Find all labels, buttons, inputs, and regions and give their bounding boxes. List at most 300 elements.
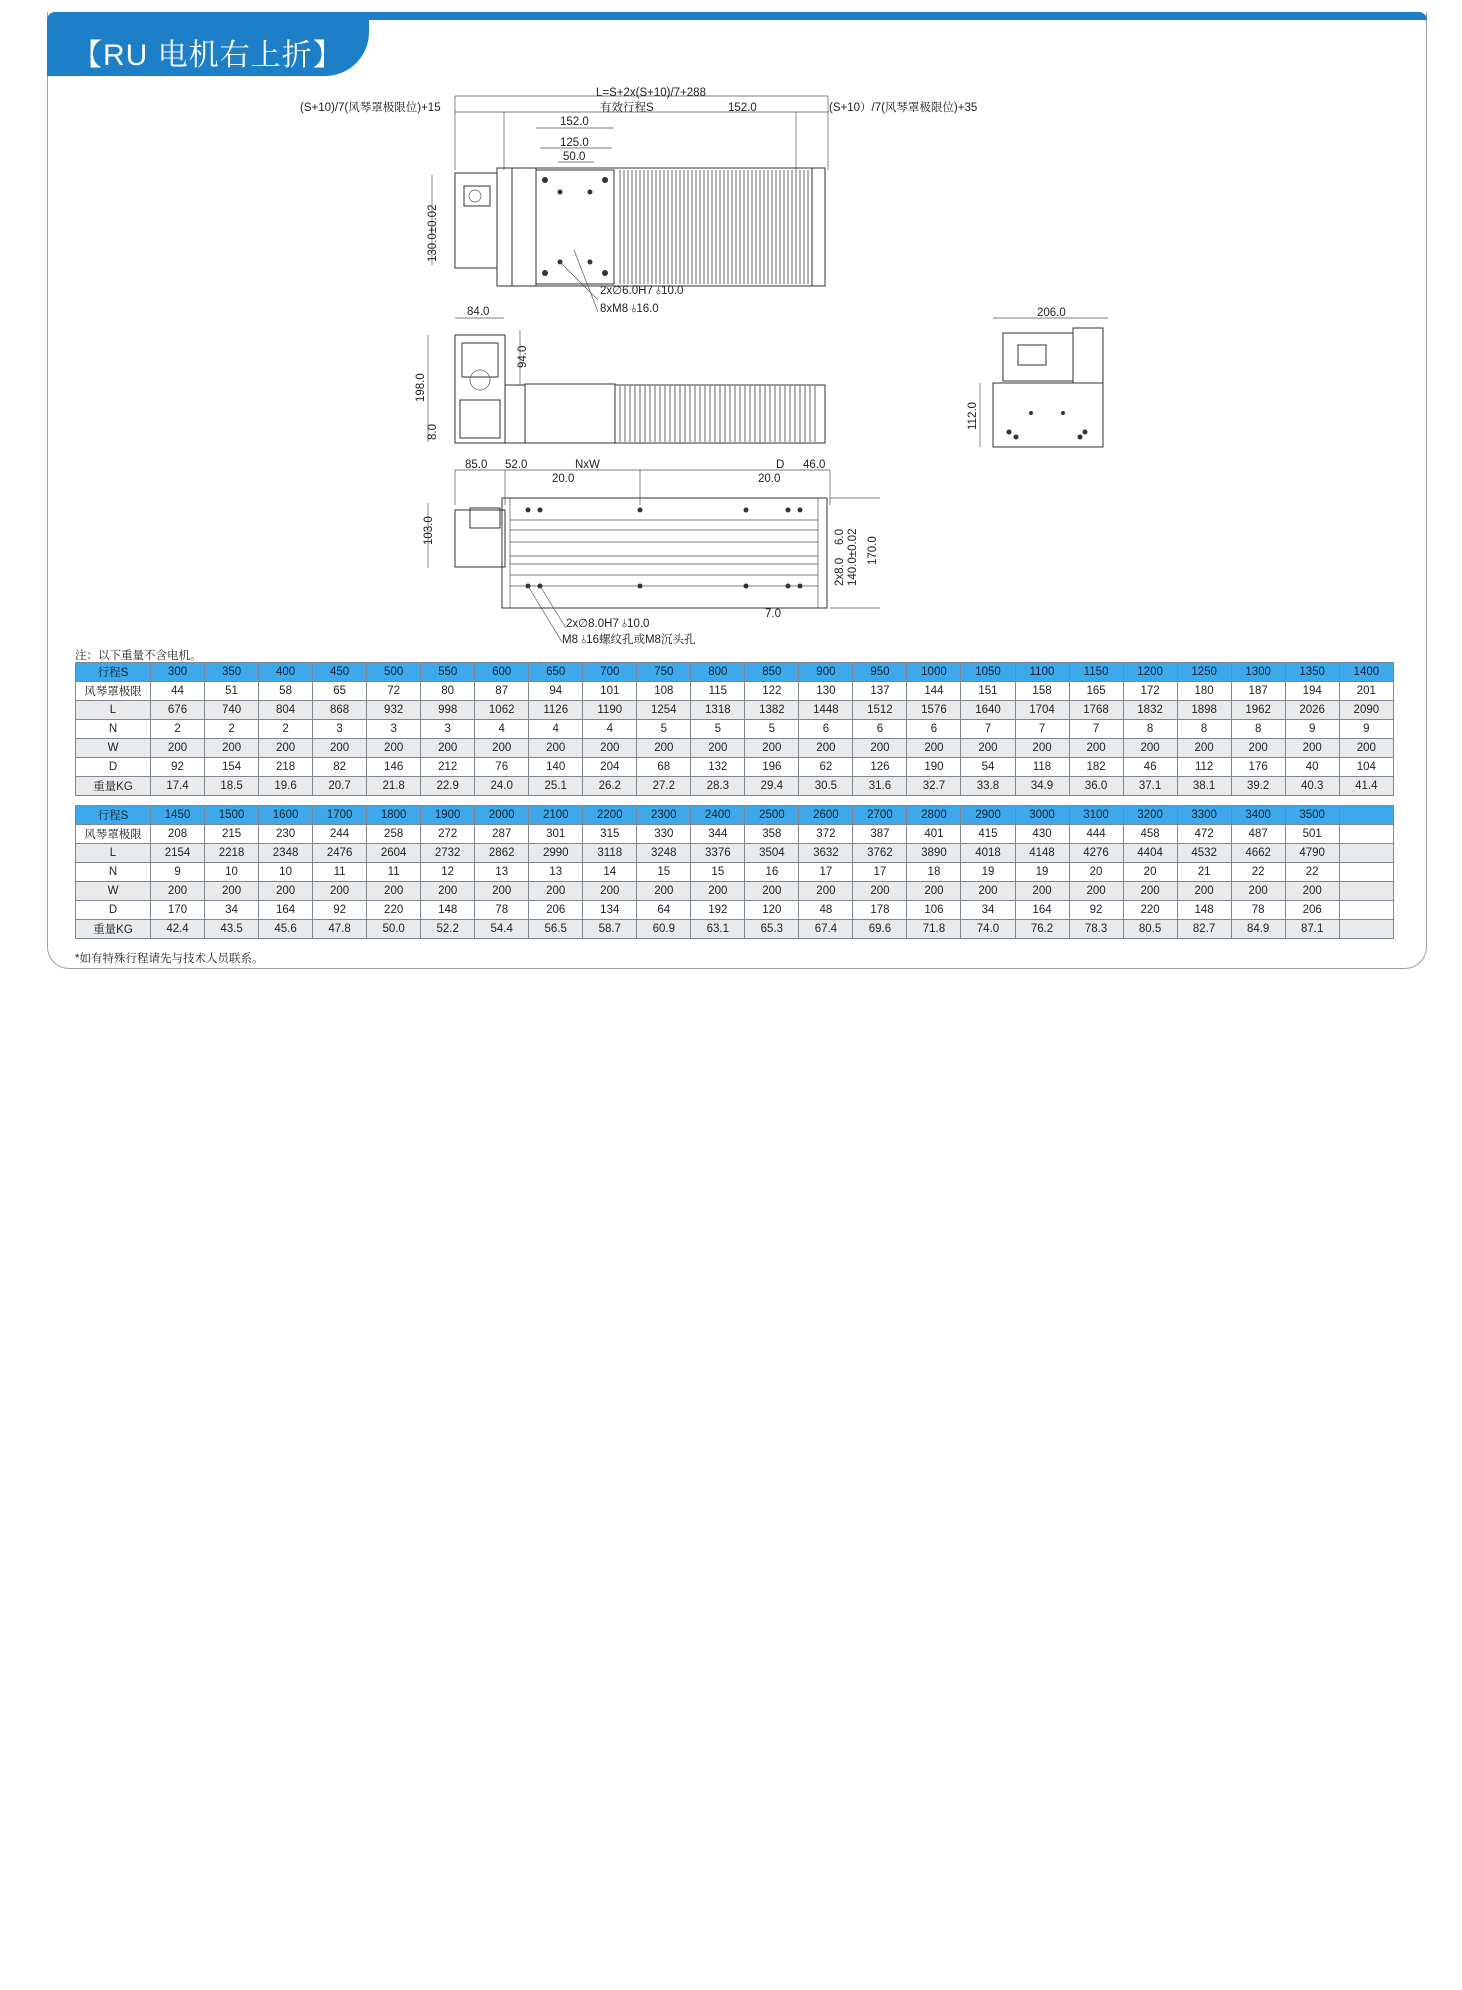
table-cell: 9 <box>151 863 205 882</box>
dim-50: 50.0 <box>563 151 586 163</box>
table-cell: 220 <box>367 901 421 920</box>
table-cell: 6 <box>799 720 853 739</box>
table-cell: 230 <box>259 825 313 844</box>
table-cell: 50.0 <box>367 920 421 939</box>
table-cell: 208 <box>151 825 205 844</box>
dim-170: 170.0 <box>867 536 879 565</box>
table-cell: 3300 <box>1177 806 1231 825</box>
table-cell: 330 <box>637 825 691 844</box>
table-cell: 68 <box>637 758 691 777</box>
table-cell: 244 <box>313 825 367 844</box>
table-cell: 200 <box>1069 739 1123 758</box>
table-cell: 200 <box>907 882 961 901</box>
table-cell: 94 <box>529 682 583 701</box>
table-cell: 4790 <box>1285 844 1339 863</box>
hole-note-1: 2x∅6.0H7 ⫰10.0 <box>600 285 684 297</box>
table-cell: 740 <box>205 701 259 720</box>
row-label: D <box>76 901 151 920</box>
table-cell: 2500 <box>745 806 799 825</box>
dim-206: 206.0 <box>1037 307 1066 319</box>
table-cell: 151 <box>961 682 1015 701</box>
table-cell: 14 <box>583 863 637 882</box>
dim-overall-length: L=S+2x(S+10)/7+288 <box>596 87 706 99</box>
table-cell: 11 <box>367 863 421 882</box>
table-cell: 31.6 <box>853 777 907 796</box>
table-row <box>76 663 1394 682</box>
table-cell <box>1339 920 1393 939</box>
table-cell: 1190 <box>583 701 637 720</box>
table-cell: 220 <box>1123 901 1177 920</box>
table-cell: 2348 <box>259 844 313 863</box>
table-cell: 58.7 <box>583 920 637 939</box>
table-row <box>76 758 1394 777</box>
table-cell: 4 <box>475 720 529 739</box>
table-cell: 1350 <box>1285 663 1339 682</box>
table-cell: 3 <box>313 720 367 739</box>
end-view <box>967 307 1108 447</box>
table-cell: 132 <box>691 758 745 777</box>
table-cell: 4 <box>583 720 637 739</box>
dim-85: 85.0 <box>465 459 488 471</box>
table-cell: 2604 <box>367 844 421 863</box>
table-cell: 17 <box>799 863 853 882</box>
table-cell: 144 <box>907 682 961 701</box>
table-cell: 54.4 <box>475 920 529 939</box>
table-cell: 17.4 <box>151 777 205 796</box>
table-cell: 63.1 <box>691 920 745 939</box>
table-cell: 487 <box>1231 825 1285 844</box>
table-cell: 60.9 <box>637 920 691 939</box>
table-cell: 900 <box>799 663 853 682</box>
table-cell: 200 <box>1015 882 1069 901</box>
table-cell: 444 <box>1069 825 1123 844</box>
dim-7: 7.0 <box>765 608 781 620</box>
table-cell: 200 <box>1231 739 1285 758</box>
table-cell: 400 <box>259 663 313 682</box>
table-cell: 998 <box>421 701 475 720</box>
table-cell: 200 <box>475 882 529 901</box>
table-cell: 3500 <box>1285 806 1339 825</box>
table-cell: 172 <box>1123 682 1177 701</box>
row-label: 重量KG <box>76 920 151 939</box>
table-cell: 3632 <box>799 844 853 863</box>
dim-84: 84.0 <box>467 306 490 318</box>
table-cell: 45.6 <box>259 920 313 939</box>
table-cell: 3248 <box>637 844 691 863</box>
table-cell: 215 <box>205 825 259 844</box>
table-cell: 2600 <box>799 806 853 825</box>
dim-20-right: 20.0 <box>758 473 781 485</box>
table-cell: 200 <box>1231 882 1285 901</box>
table-cell: 315 <box>583 825 637 844</box>
table-cell: 200 <box>637 882 691 901</box>
table-cell: 1700 <box>313 806 367 825</box>
table-cell: 3200 <box>1123 806 1177 825</box>
dim-112: 112.0 <box>967 402 979 430</box>
table-cell: 600 <box>475 663 529 682</box>
table-cell: 200 <box>691 882 745 901</box>
dim-103: 103.0 <box>423 516 435 545</box>
table-row <box>76 920 1394 939</box>
table-cell: 194 <box>1285 682 1339 701</box>
spec-table-2 <box>75 805 1394 939</box>
table-cell: 2154 <box>151 844 205 863</box>
table-cell: 41.4 <box>1339 777 1393 796</box>
table-cell: 450 <box>313 663 367 682</box>
table-cell: 200 <box>313 739 367 758</box>
table-cell: 92 <box>151 758 205 777</box>
table-cell: 200 <box>637 739 691 758</box>
dim-46: 46.0 <box>803 459 826 471</box>
row-label: 风琴罩极限 <box>76 682 151 701</box>
table-cell: 200 <box>1123 882 1177 901</box>
table-cell: 272 <box>421 825 475 844</box>
table-cell: 19 <box>1015 863 1069 882</box>
table-cell: 3 <box>367 720 421 739</box>
table-cell: 430 <box>1015 825 1069 844</box>
table-cell: 44 <box>151 682 205 701</box>
table-cell: 3504 <box>745 844 799 863</box>
dim-d: D <box>776 459 785 471</box>
table-cell: 200 <box>259 882 313 901</box>
dim-94: 94.0 <box>517 345 529 368</box>
weight-note: 注：以下重量不含电机。 <box>75 650 202 662</box>
table-cell: 6 <box>907 720 961 739</box>
table-cell: 32.7 <box>907 777 961 796</box>
table-cell: 80.5 <box>1123 920 1177 939</box>
table-cell: 1576 <box>907 701 961 720</box>
table-cell: 118 <box>1015 758 1069 777</box>
table-cell: 82 <box>313 758 367 777</box>
table-cell: 200 <box>1285 882 1339 901</box>
table-cell: 106 <box>907 901 961 920</box>
table-cell: 1254 <box>637 701 691 720</box>
table-cell: 2000 <box>475 806 529 825</box>
row-label: D <box>76 758 151 777</box>
table-cell: 148 <box>421 901 475 920</box>
table-cell: 76 <box>475 758 529 777</box>
table-cell: 2900 <box>961 806 1015 825</box>
table-cell: 1640 <box>961 701 1015 720</box>
table-cell: 71.8 <box>907 920 961 939</box>
table-cell: 9 <box>1339 720 1393 739</box>
table-cell: 112 <box>1177 758 1231 777</box>
table-cell: 868 <box>313 701 367 720</box>
table-cell: 26.2 <box>583 777 637 796</box>
table-cell: 200 <box>799 739 853 758</box>
table-cell: 850 <box>745 663 799 682</box>
table-cell: 20.7 <box>313 777 367 796</box>
table-cell: 200 <box>745 882 799 901</box>
table-cell: 48 <box>799 901 853 920</box>
table-cell: 1250 <box>1177 663 1231 682</box>
table-cell: 46 <box>1123 758 1177 777</box>
table-cell: 3118 <box>583 844 637 863</box>
table-cell: 1382 <box>745 701 799 720</box>
table-cell: 1150 <box>1069 663 1123 682</box>
dim-nxw: NxW <box>575 459 600 471</box>
row-label: W <box>76 739 151 758</box>
table-cell: 20 <box>1069 863 1123 882</box>
table-row <box>76 863 1394 882</box>
table-cell: 415 <box>961 825 1015 844</box>
table-cell: 200 <box>691 739 745 758</box>
table-cell: 82.7 <box>1177 920 1231 939</box>
page-title: 【RU 电机右上折】 <box>72 39 344 72</box>
table-cell: 65 <box>313 682 367 701</box>
table-cell: 4662 <box>1231 844 1285 863</box>
table-cell: 8 <box>1177 720 1231 739</box>
table-cell: 58 <box>259 682 313 701</box>
table-cell: 300 <box>151 663 205 682</box>
table-cell: 201 <box>1339 682 1393 701</box>
table-cell: 27.2 <box>637 777 691 796</box>
side-view <box>415 306 825 443</box>
table-cell: 20 <box>1123 863 1177 882</box>
special-stroke-note: *如有特殊行程请先与技术人员联系。 <box>75 953 264 965</box>
table-cell: 2700 <box>853 806 907 825</box>
table-row <box>76 777 1394 796</box>
table-cell: 200 <box>745 739 799 758</box>
table-cell: 56.5 <box>529 920 583 939</box>
table-cell: 29.4 <box>745 777 799 796</box>
table-cell: 200 <box>421 739 475 758</box>
table-cell: 2200 <box>583 806 637 825</box>
table-cell: 170 <box>151 901 205 920</box>
table-cell: 1898 <box>1177 701 1231 720</box>
table-cell: 15 <box>691 863 745 882</box>
table-cell: 2090 <box>1339 701 1393 720</box>
table-cell: 4 <box>529 720 583 739</box>
table-cell: 3376 <box>691 844 745 863</box>
table-cell: 18.5 <box>205 777 259 796</box>
table-cell: 1512 <box>853 701 907 720</box>
table-cell: 200 <box>367 739 421 758</box>
table-cell: 165 <box>1069 682 1123 701</box>
table-cell: 72 <box>367 682 421 701</box>
table-cell: 2990 <box>529 844 583 863</box>
table-cell: 126 <box>853 758 907 777</box>
table-cell: 9 <box>1285 720 1339 739</box>
technical-drawing <box>0 0 1462 660</box>
table-cell: 148 <box>1177 901 1231 920</box>
table-cell: 358 <box>745 825 799 844</box>
table-cell: 16 <box>745 863 799 882</box>
table-cell: 122 <box>745 682 799 701</box>
table-cell: 3890 <box>907 844 961 863</box>
table-row <box>76 825 1394 844</box>
table-cell: 40 <box>1285 758 1339 777</box>
table-cell: 3762 <box>853 844 907 863</box>
table-cell: 200 <box>583 739 637 758</box>
table-cell: 204 <box>583 758 637 777</box>
table-cell: 200 <box>421 882 475 901</box>
table-cell: 2400 <box>691 806 745 825</box>
table-cell: 218 <box>259 758 313 777</box>
table-cell: 1832 <box>1123 701 1177 720</box>
table-cell: 92 <box>313 901 367 920</box>
table-cell: 1600 <box>259 806 313 825</box>
table-cell: 2100 <box>529 806 583 825</box>
table-cell: 39.2 <box>1231 777 1285 796</box>
table-cell: 472 <box>1177 825 1231 844</box>
table-cell: 200 <box>367 882 421 901</box>
table-cell: 8 <box>1231 720 1285 739</box>
table-cell: 1300 <box>1231 663 1285 682</box>
table-cell: 22 <box>1285 863 1339 882</box>
table-cell: 47.8 <box>313 920 367 939</box>
table-cell: 372 <box>799 825 853 844</box>
table-cell: 4532 <box>1177 844 1231 863</box>
table-cell: 200 <box>151 882 205 901</box>
table-cell: 350 <box>205 663 259 682</box>
table-cell: 932 <box>367 701 421 720</box>
table-cell: 2 <box>205 720 259 739</box>
table-cell: 10 <box>259 863 313 882</box>
dim-2x8: 2x8.0 <box>834 557 846 586</box>
table-cell: 18 <box>907 863 961 882</box>
table-cell: 13 <box>529 863 583 882</box>
table-cell: 34.9 <box>1015 777 1069 796</box>
row-label: N <box>76 863 151 882</box>
table-cell: 750 <box>637 663 691 682</box>
dim-8: 8.0 <box>427 424 439 440</box>
table-cell: 206 <box>529 901 583 920</box>
table-cell: 287 <box>475 825 529 844</box>
table-cell: 1962 <box>1231 701 1285 720</box>
table-cell: 1900 <box>421 806 475 825</box>
table-cell: 108 <box>637 682 691 701</box>
table-cell: 206 <box>1285 901 1339 920</box>
table-cell: 200 <box>313 882 367 901</box>
table-cell: 1768 <box>1069 701 1123 720</box>
table-row <box>76 806 1394 825</box>
table-row <box>76 701 1394 720</box>
table-cell: 92 <box>1069 901 1123 920</box>
table-cell: 87 <box>475 682 529 701</box>
table-cell: 11 <box>313 863 367 882</box>
table-cell: 28.3 <box>691 777 745 796</box>
table-cell: 401 <box>907 825 961 844</box>
dim-20-left: 20.0 <box>552 473 575 485</box>
table-cell: 1062 <box>475 701 529 720</box>
table-cell: 2476 <box>313 844 367 863</box>
table-cell: 200 <box>475 739 529 758</box>
table-row <box>76 739 1394 758</box>
table-cell: 192 <box>691 901 745 920</box>
table-cell: 140 <box>529 758 583 777</box>
table-cell: 34 <box>205 901 259 920</box>
table-cell: 34 <box>961 901 1015 920</box>
dim-6: 6.0 <box>834 529 846 545</box>
table-cell: 301 <box>529 825 583 844</box>
bottom-view <box>423 459 880 646</box>
bottom-hole-note-2: M8 ⫰16螺纹孔或M8沉头孔 <box>562 634 696 646</box>
table-cell: 190 <box>907 758 961 777</box>
table-cell: 120 <box>745 901 799 920</box>
table-cell: 200 <box>529 739 583 758</box>
table-row <box>76 682 1394 701</box>
table-cell: 21 <box>1177 863 1231 882</box>
table-cell: 24.0 <box>475 777 529 796</box>
table-cell: 344 <box>691 825 745 844</box>
row-label: 行程S <box>76 806 151 825</box>
table-cell: 22 <box>1231 863 1285 882</box>
table-cell <box>1339 863 1393 882</box>
row-label: 行程S <box>76 663 151 682</box>
table-cell: 54 <box>961 758 1015 777</box>
table-cell: 87.1 <box>1285 920 1339 939</box>
table-cell: 2218 <box>205 844 259 863</box>
hole-note-2: 8xM8 ⫰16.0 <box>600 303 659 315</box>
table-cell: 800 <box>691 663 745 682</box>
table-cell: 6 <box>853 720 907 739</box>
table-cell: 5 <box>745 720 799 739</box>
table-cell: 130 <box>799 682 853 701</box>
table-cell: 69.6 <box>853 920 907 939</box>
table-cell: 501 <box>1285 825 1339 844</box>
table-cell: 146 <box>367 758 421 777</box>
table-cell: 38.1 <box>1177 777 1231 796</box>
table-cell: 200 <box>799 882 853 901</box>
table-cell: 40.3 <box>1285 777 1339 796</box>
table-cell: 52.2 <box>421 920 475 939</box>
table-cell: 176 <box>1231 758 1285 777</box>
table-cell <box>1339 901 1393 920</box>
table-cell: 62 <box>799 758 853 777</box>
table-cell: 2800 <box>907 806 961 825</box>
table-cell: 200 <box>1177 739 1231 758</box>
table-cell: 200 <box>1015 739 1069 758</box>
table-cell: 17 <box>853 863 907 882</box>
table-cell: 7 <box>1069 720 1123 739</box>
table-cell <box>1339 806 1393 825</box>
table-cell: 164 <box>259 901 313 920</box>
dim-52: 52.0 <box>505 459 528 471</box>
row-label: W <box>76 882 151 901</box>
table-cell: 115 <box>691 682 745 701</box>
table-cell: 1050 <box>961 663 1015 682</box>
table-cell: 80 <box>421 682 475 701</box>
table-cell: 200 <box>1069 882 1123 901</box>
table-cell: 78 <box>475 901 529 920</box>
table-cell: 258 <box>367 825 421 844</box>
table-row <box>76 901 1394 920</box>
table-cell: 804 <box>259 701 313 720</box>
row-label: 重量KG <box>76 777 151 796</box>
table-cell: 134 <box>583 901 637 920</box>
table-cell: 101 <box>583 682 637 701</box>
table-cell: 19.6 <box>259 777 313 796</box>
dim-152-left: 152.0 <box>560 116 589 128</box>
table-cell: 22.9 <box>421 777 475 796</box>
table-cell: 1000 <box>907 663 961 682</box>
table-cell: 154 <box>205 758 259 777</box>
table-cell: 1400 <box>1339 663 1393 682</box>
table-cell: 1500 <box>205 806 259 825</box>
table-cell: 182 <box>1069 758 1123 777</box>
bottom-hole-note-1: 2x∅8.0H7 ⫰10.0 <box>566 618 650 630</box>
table-cell: 4404 <box>1123 844 1177 863</box>
table-cell: 187 <box>1231 682 1285 701</box>
table-cell: 67.4 <box>799 920 853 939</box>
table-cell: 2 <box>151 720 205 739</box>
table-cell: 650 <box>529 663 583 682</box>
table-cell: 4148 <box>1015 844 1069 863</box>
table-cell: 74.0 <box>961 920 1015 939</box>
dim-stroke-label: 有效行程S <box>600 102 654 114</box>
row-label: N <box>76 720 151 739</box>
